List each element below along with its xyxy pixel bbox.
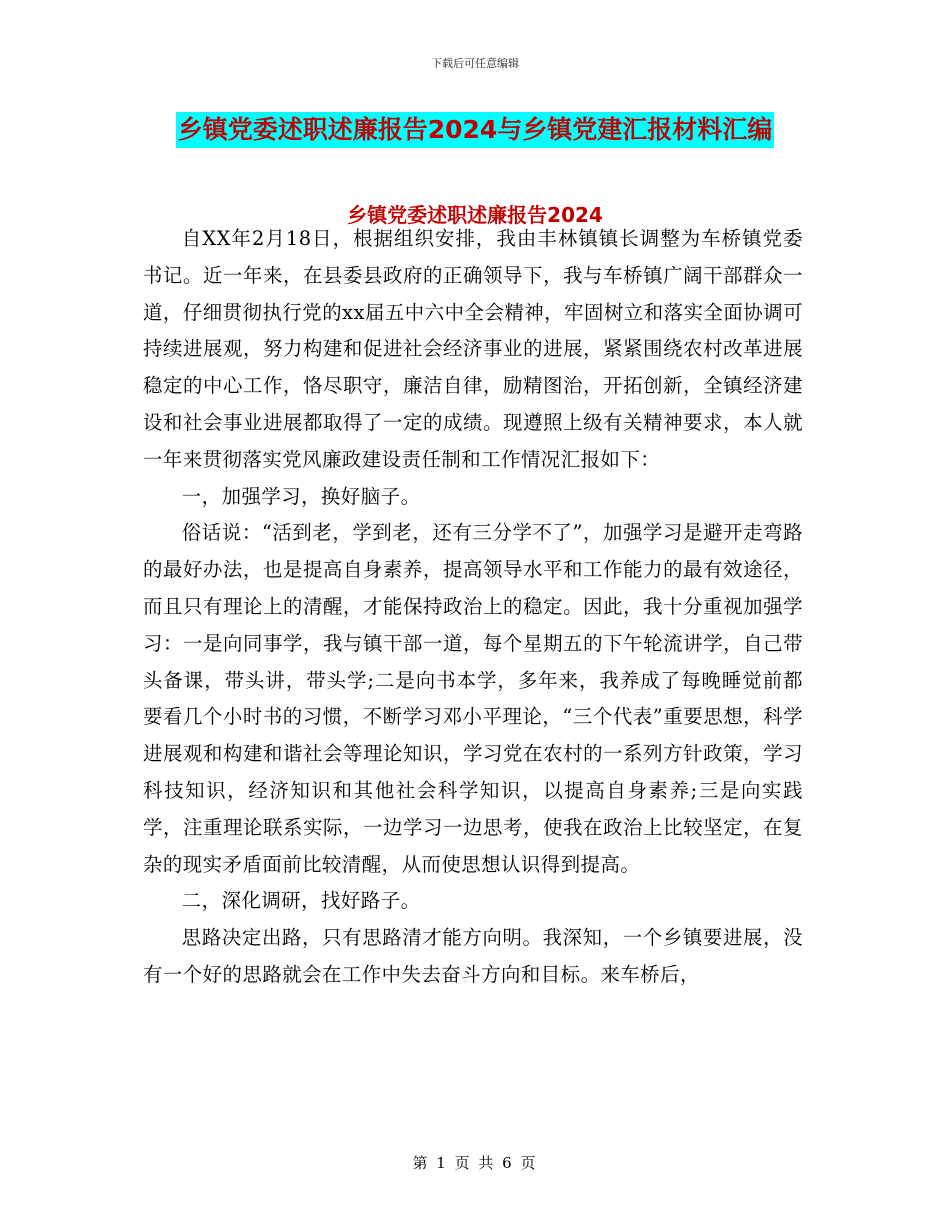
- page-footer: 第 1 页 共 6 页: [412, 1154, 538, 1172]
- header-note: 下载后可任意编辑: [431, 57, 519, 70]
- main-title: 乡镇党委述职述廉报告2024与乡镇党建汇报材料汇编: [176, 112, 775, 148]
- main-title-wrap: [0, 112, 950, 148]
- body-text: [143, 221, 803, 994]
- section-heading: 二，深化调研，找好路子。: [181, 889, 421, 913]
- paragraph: 自XX年2月18日，根据组织安排，我由丰林镇镇长调整为车桥镇党委书记。近一年来，在县委县政府的正确领导下，我与车桥镇广阔干部群众一道，仔细贯彻执行党的xx届五中六中全会精神，牢固树立和落实全面协调可持续进展观，努力构建和促进社会经济事业的进展，紧紧围绕农村改革进展稳定的中心工作，恪尽职守，廉洁自律，励精图治，开拓创新，全镇经济建设和社会事业进展都取得了一定的成绩。现遵照上级有关精神要求，本人就一年来贯彻落实党风廉政建设责任制和工作情况汇报如下：: [143, 227, 803, 471]
- sub-title: 乡镇党委述职述廉报告2024: [347, 203, 603, 227]
- paragraph: 俗话说：“活到老，学到老，还有三分学不了”，加强学习是避开走弯路的最好办法，也是提高自身素养，提高领导水平和工作能力的最有效途径，而且只有理论上的清醒，才能保持政治上的稳定。因此，我十分重视加强学习：一是向同事学，我与镇干部一道，每个星期五的下午轮流讲学，自己带头备课，带头讲，带头学;二是向书本学，多年来，我养成了每晚睡觉前都要看几个小时书的习惯，不断学习邓小平理论，“三个代表”重要思想，科学进展观和构建和谐社会等理论知识，学习党在农村的一系列方针政策，学习科技知识，经济知识和其他社会科学知识，以提高自身素养;三是向实践学，注重理论联系实际，一边学习一边思考，使我在政治上比较坚定，在复杂的现实矛盾面前比较清醒，从而使思想认识得到提高。: [143, 521, 803, 876]
- paragraph: 思路决定出路，只有思路清才能方向明。我深知，一个乡镇要进展，没有一个好的思路就会在工作中失去奋斗方向和目标。来车桥后，: [143, 926, 803, 986]
- section-heading: 一，加强学习，换好脑子。: [181, 484, 421, 508]
